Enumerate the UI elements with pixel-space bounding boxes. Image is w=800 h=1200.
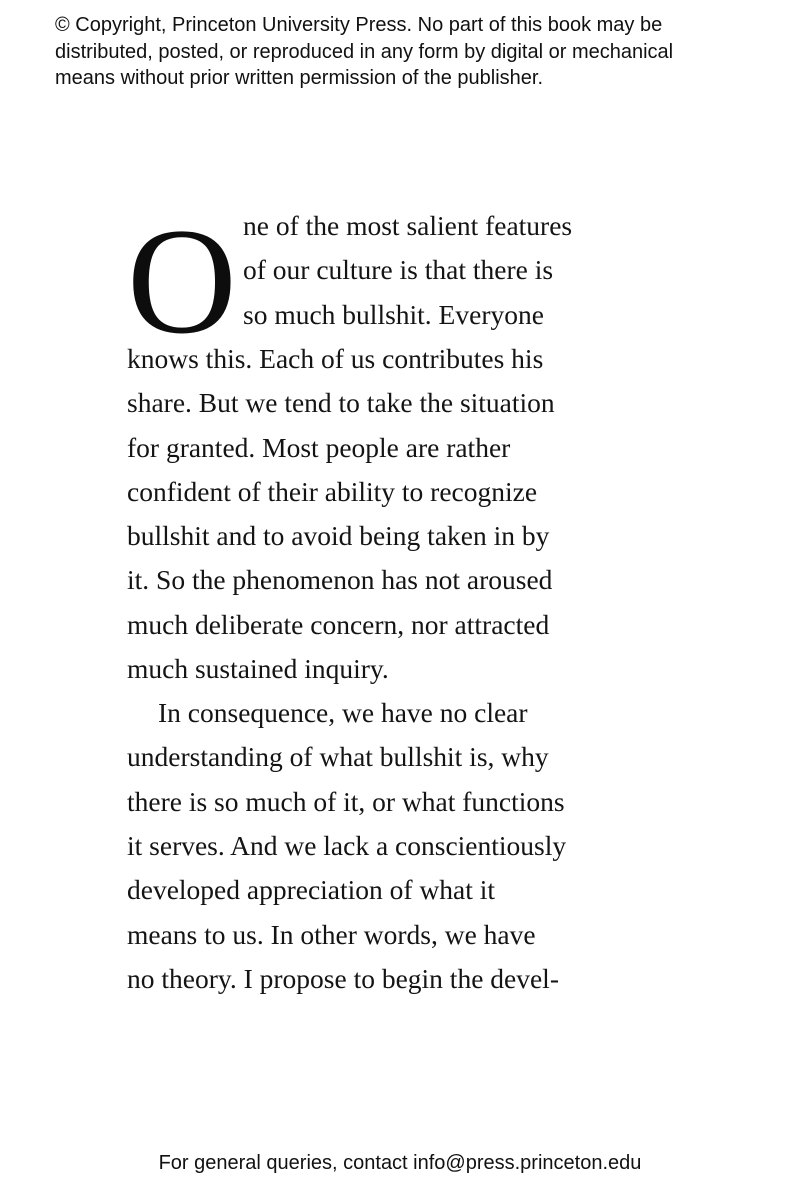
copyright-line: © Copyright, Princeton University Press. No part of this book may be <box>55 14 663 36</box>
copyright-line: distributed, posted, or reproduced in any form by digital or mechanical <box>55 40 674 63</box>
text-line: it. So the phenomenon has not aroused <box>127 564 553 595</box>
text-line: it serves. And we lack a conscientiously <box>127 830 567 861</box>
text-line: much deliberate concern, nor attracted <box>127 609 550 640</box>
drop-cap-letter: O <box>127 197 237 365</box>
contact-footer: For general queries, contact info@press.princeton.edu <box>158 1152 642 1174</box>
text-line: share. But we tend to take the situation <box>127 387 555 418</box>
text-line: much sustained inquiry. <box>127 653 389 684</box>
text-line: of our culture is that there is <box>243 254 554 285</box>
text-line: confident of their ability to recognize <box>127 476 538 507</box>
text-line: In consequence, we have no clear <box>158 697 528 728</box>
text-line: knows this. Each of us contributes his <box>127 343 544 374</box>
copyright-notice <box>55 12 775 92</box>
text-line: no theory. I propose to begin the devel- <box>127 963 559 994</box>
text-line: means to us. In other words, we have <box>127 919 536 950</box>
text-line: there is so much of it, or what functions <box>127 786 565 817</box>
text-line: for granted. Most people are rather <box>127 432 511 463</box>
text-line: developed appreciation of what it <box>127 874 496 905</box>
text-line: bullshit and to avoid being taken in by <box>127 520 550 551</box>
copyright-line: means without prior written permission of the publisher. <box>55 67 544 89</box>
text-line: understanding of what bullshit is, why <box>127 741 549 772</box>
text-line: ne of the most salient features <box>243 210 573 241</box>
text-line: so much bullshit. Everyone <box>243 299 544 330</box>
